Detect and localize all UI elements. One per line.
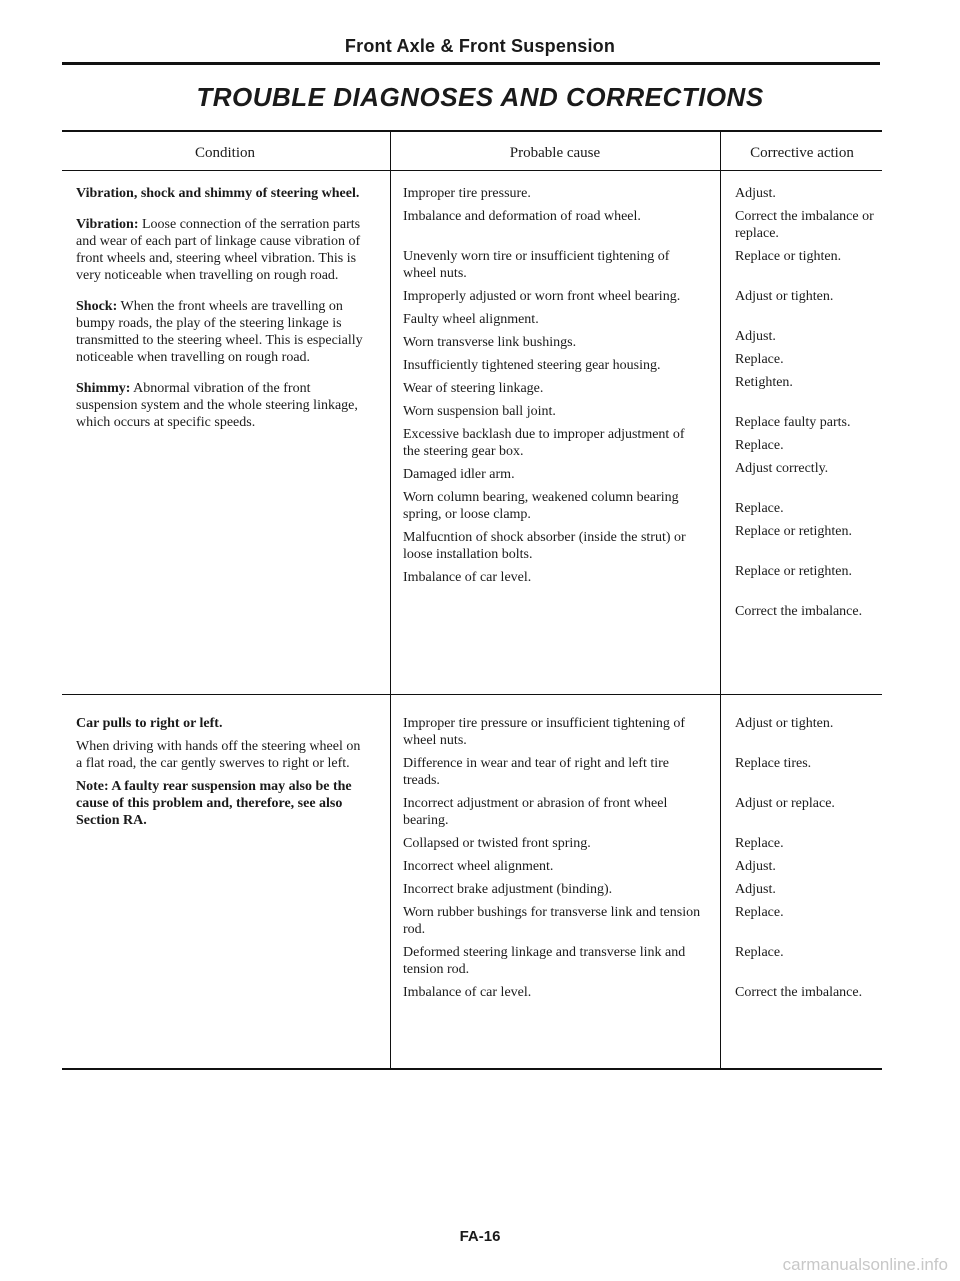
header-rule bbox=[62, 62, 880, 65]
cause-item: Incorrect adjustment or abrasion of front wheel bearing. bbox=[403, 796, 668, 828]
watermark: carmanualsonline.info bbox=[782, 1255, 948, 1274]
action-item: Replace tires. bbox=[735, 756, 812, 771]
table-top-rule bbox=[62, 130, 882, 132]
condition-paragraph: Shimmy: Abnormal vibration of the front suspension system and the whole steering linkage, which occurs at specific speeds. bbox=[76, 381, 358, 430]
table-bottom-rule bbox=[62, 1068, 882, 1070]
cause-item: Malfucntion of shock absorber (inside the strut) or loose installation bolts. bbox=[403, 530, 686, 562]
cause-item: Imbalance and deformation of road wheel. bbox=[403, 209, 641, 224]
condition-note: Note: A faulty rear suspension may also be the cause of this problem and, therefore, see also Section RA. bbox=[76, 779, 352, 828]
section-header: Front Axle & Front Suspension bbox=[344, 36, 616, 56]
action-item: Adjust or tighten. bbox=[735, 289, 834, 304]
condition-cell-car-pulls bbox=[76, 715, 366, 843]
condition-heading: Vibration, shock and shimmy of steering wheel. bbox=[76, 186, 360, 201]
action-item: Replace faulty parts. bbox=[735, 415, 851, 430]
action-list-vibration bbox=[735, 185, 875, 626]
action-item: Correct the imbalance. bbox=[735, 604, 863, 619]
action-item: Replace or tighten. bbox=[735, 249, 842, 264]
cause-item: Improper tire pressure. bbox=[403, 186, 531, 201]
action-item: Replace. bbox=[735, 501, 784, 516]
column-header-condition: Condition bbox=[194, 145, 255, 161]
action-item: Replace or retighten. bbox=[735, 524, 853, 539]
action-item: Adjust or replace. bbox=[735, 796, 835, 811]
action-item: Adjust or tighten. bbox=[735, 716, 834, 731]
condition-cell-vibration bbox=[76, 185, 366, 445]
cause-item: Imbalance of car level. bbox=[403, 985, 532, 1000]
cause-item: Collapsed or twisted front spring. bbox=[403, 836, 591, 851]
condition-heading: Car pulls to right or left. bbox=[76, 716, 223, 731]
cause-item: Improper tire pressure or insufficient tightening of wheel nuts. bbox=[403, 716, 685, 748]
action-item: Adjust. bbox=[735, 329, 776, 344]
action-item: Correct the imbalance. bbox=[735, 985, 863, 1000]
cause-item: Wear of steering linkage. bbox=[403, 381, 544, 396]
action-item: Replace. bbox=[735, 438, 784, 453]
action-item: Replace. bbox=[735, 905, 784, 920]
cause-item: Damaged idler arm. bbox=[403, 467, 515, 482]
cause-item: Worn suspension ball joint. bbox=[403, 404, 556, 419]
column-divider-2 bbox=[720, 130, 721, 1068]
column-divider-1 bbox=[390, 130, 391, 1068]
page-title: TROUBLE DIAGNOSES AND CORRECTIONS bbox=[196, 82, 764, 112]
action-item: Adjust. bbox=[735, 882, 776, 897]
action-item: Replace. bbox=[735, 945, 784, 960]
cause-item: Faulty wheel alignment. bbox=[403, 312, 539, 327]
action-item: Replace. bbox=[735, 352, 784, 367]
cause-item: Insufficiently tightened steering gear housing. bbox=[403, 358, 661, 373]
condition-paragraph: Shock: When the front wheels are travelling on bumpy roads, the play of the steering linkage is transmitted to the steering wheel. This is especially noticeable when travelling on rough road. bbox=[76, 299, 363, 365]
action-item: Adjust correctly. bbox=[735, 461, 829, 476]
cause-list-car-pulls bbox=[403, 715, 703, 1007]
cause-item: Improperly adjusted or worn front wheel bearing. bbox=[403, 289, 681, 304]
cause-item: Worn transverse link bushings. bbox=[403, 335, 577, 350]
condition-paragraph: When driving with hands off the steering wheel on a flat road, the car gently swerves to right or left. bbox=[76, 739, 361, 771]
action-item: Correct the imbalance or replace. bbox=[735, 209, 874, 241]
action-item: Adjust. bbox=[735, 859, 776, 874]
cause-item: Worn column bearing, weakened column bearing spring, or loose clamp. bbox=[403, 490, 679, 522]
column-header-probable-cause: Probable cause bbox=[509, 145, 601, 161]
condition-paragraph: Vibration: Loose connection of the serration parts and wear of each part of linkage cause vibration of front wheels and, steering wheel vibration. This is very noticeable when travelling on rough road. bbox=[76, 217, 361, 283]
cause-item: Imbalance of car level. bbox=[403, 570, 532, 585]
header-bottom-rule bbox=[62, 170, 882, 171]
group-divider-rule bbox=[62, 694, 882, 695]
page-number: FA-16 bbox=[459, 1228, 501, 1245]
cause-item: Unevenly worn tire or insufficient tightening of wheel nuts. bbox=[403, 249, 670, 281]
action-item: Retighten. bbox=[735, 375, 793, 390]
action-list-car-pulls bbox=[735, 715, 875, 1007]
cause-item: Incorrect wheel alignment. bbox=[403, 859, 554, 874]
cause-list-vibration bbox=[403, 185, 703, 592]
action-item: Replace or retighten. bbox=[735, 564, 853, 579]
action-item: Adjust. bbox=[735, 186, 776, 201]
cause-item: Difference in wear and tear of right and left tire treads. bbox=[403, 756, 669, 788]
column-header-corrective-action: Corrective action bbox=[750, 145, 854, 161]
cause-item: Incorrect brake adjustment (binding). bbox=[403, 882, 613, 897]
cause-item: Deformed steering linkage and transverse link and tension rod. bbox=[403, 945, 686, 977]
action-item: Replace. bbox=[735, 836, 784, 851]
cause-item: Worn rubber bushings for transverse link and tension rod. bbox=[403, 905, 701, 937]
cause-item: Excessive backlash due to improper adjustment of the steering gear box. bbox=[403, 427, 685, 459]
